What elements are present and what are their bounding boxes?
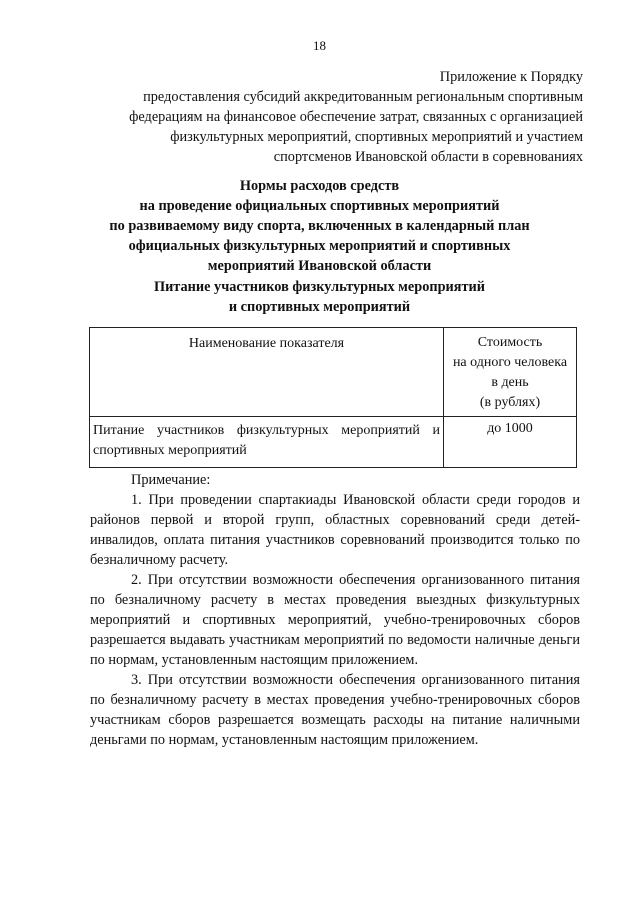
appendix-line: федерациям на финансовое обеспечение затрат, связанных с организацией [129,109,583,125]
title-line: Нормы расходов средств [239,178,400,194]
subtitle-line: и спортивных мероприятий [228,299,411,315]
note-item: 1. При проведении спартакиады Ивановской области среди городов и районов первой и второй групп, областных соревнований среди детей-инвалидов, оплата питания участников соревнований производится только по безналичному расчету. [90,492,580,568]
page-number: 18 [313,38,326,53]
appendix-note [63,67,583,167]
title-line: по развиваемому виду спорта, включенных в календарный план [109,218,530,234]
cost-table [89,327,577,468]
note-item: 2. При отсутствии возможности обеспечения организованного питания по безналичному расчету в местах проведения выездных физкультурных мероприятий и спортивных мероприятий, учебно-тренировочных сборов разрешается выдавать участникам мероприятий по ведомости наличные деньги по нормам, установленным настоящим приложением. [90,572,580,668]
notes-section [90,470,580,750]
title-line: официальных физкультурных мероприятий и спортивных [128,238,511,254]
appendix-line: Приложение к Порядку [439,69,583,85]
appendix-line: физкультурных мероприятий, спортивных мероприятий и участием [170,129,583,145]
table-row [90,417,577,468]
notes-heading: Примечание: [131,472,211,488]
document-title [0,176,639,276]
row-indicator-name: Питание участников физкультурных мероприятий и спортивных мероприятий [90,417,444,468]
title-line: на проведение официальных спортивных мероприятий [139,198,500,214]
header-cost [444,328,577,417]
row-cost-value: до 1000 [444,417,577,468]
section-subtitle [0,277,639,317]
appendix-line: предоставления субсидий аккредитованным региональным спортивным [143,89,583,105]
subtitle-line: Питание участников физкультурных мероприятий [153,279,486,295]
header-cost-line: (в рублях) [479,395,541,410]
title-line: мероприятий Ивановской области [207,258,432,274]
header-cost-line: в день [491,375,529,390]
header-cost-line: на одного человека [452,355,568,370]
header-indicator-name: Наименование показателя [90,328,444,417]
header-cost-line: Стоимость [477,335,543,350]
appendix-line: спортсменов Ивановской области в соревнованиях [273,149,583,165]
note-item: 3. При отсутствии возможности обеспечения организованного питания по безналичному расчету в местах проведения учебно-тренировочных сборов участникам сборов разрешается возмещать расходы на питание наличными деньгами по нормам, установленным настоящим приложением. [90,672,580,748]
table-header-row [90,328,577,417]
